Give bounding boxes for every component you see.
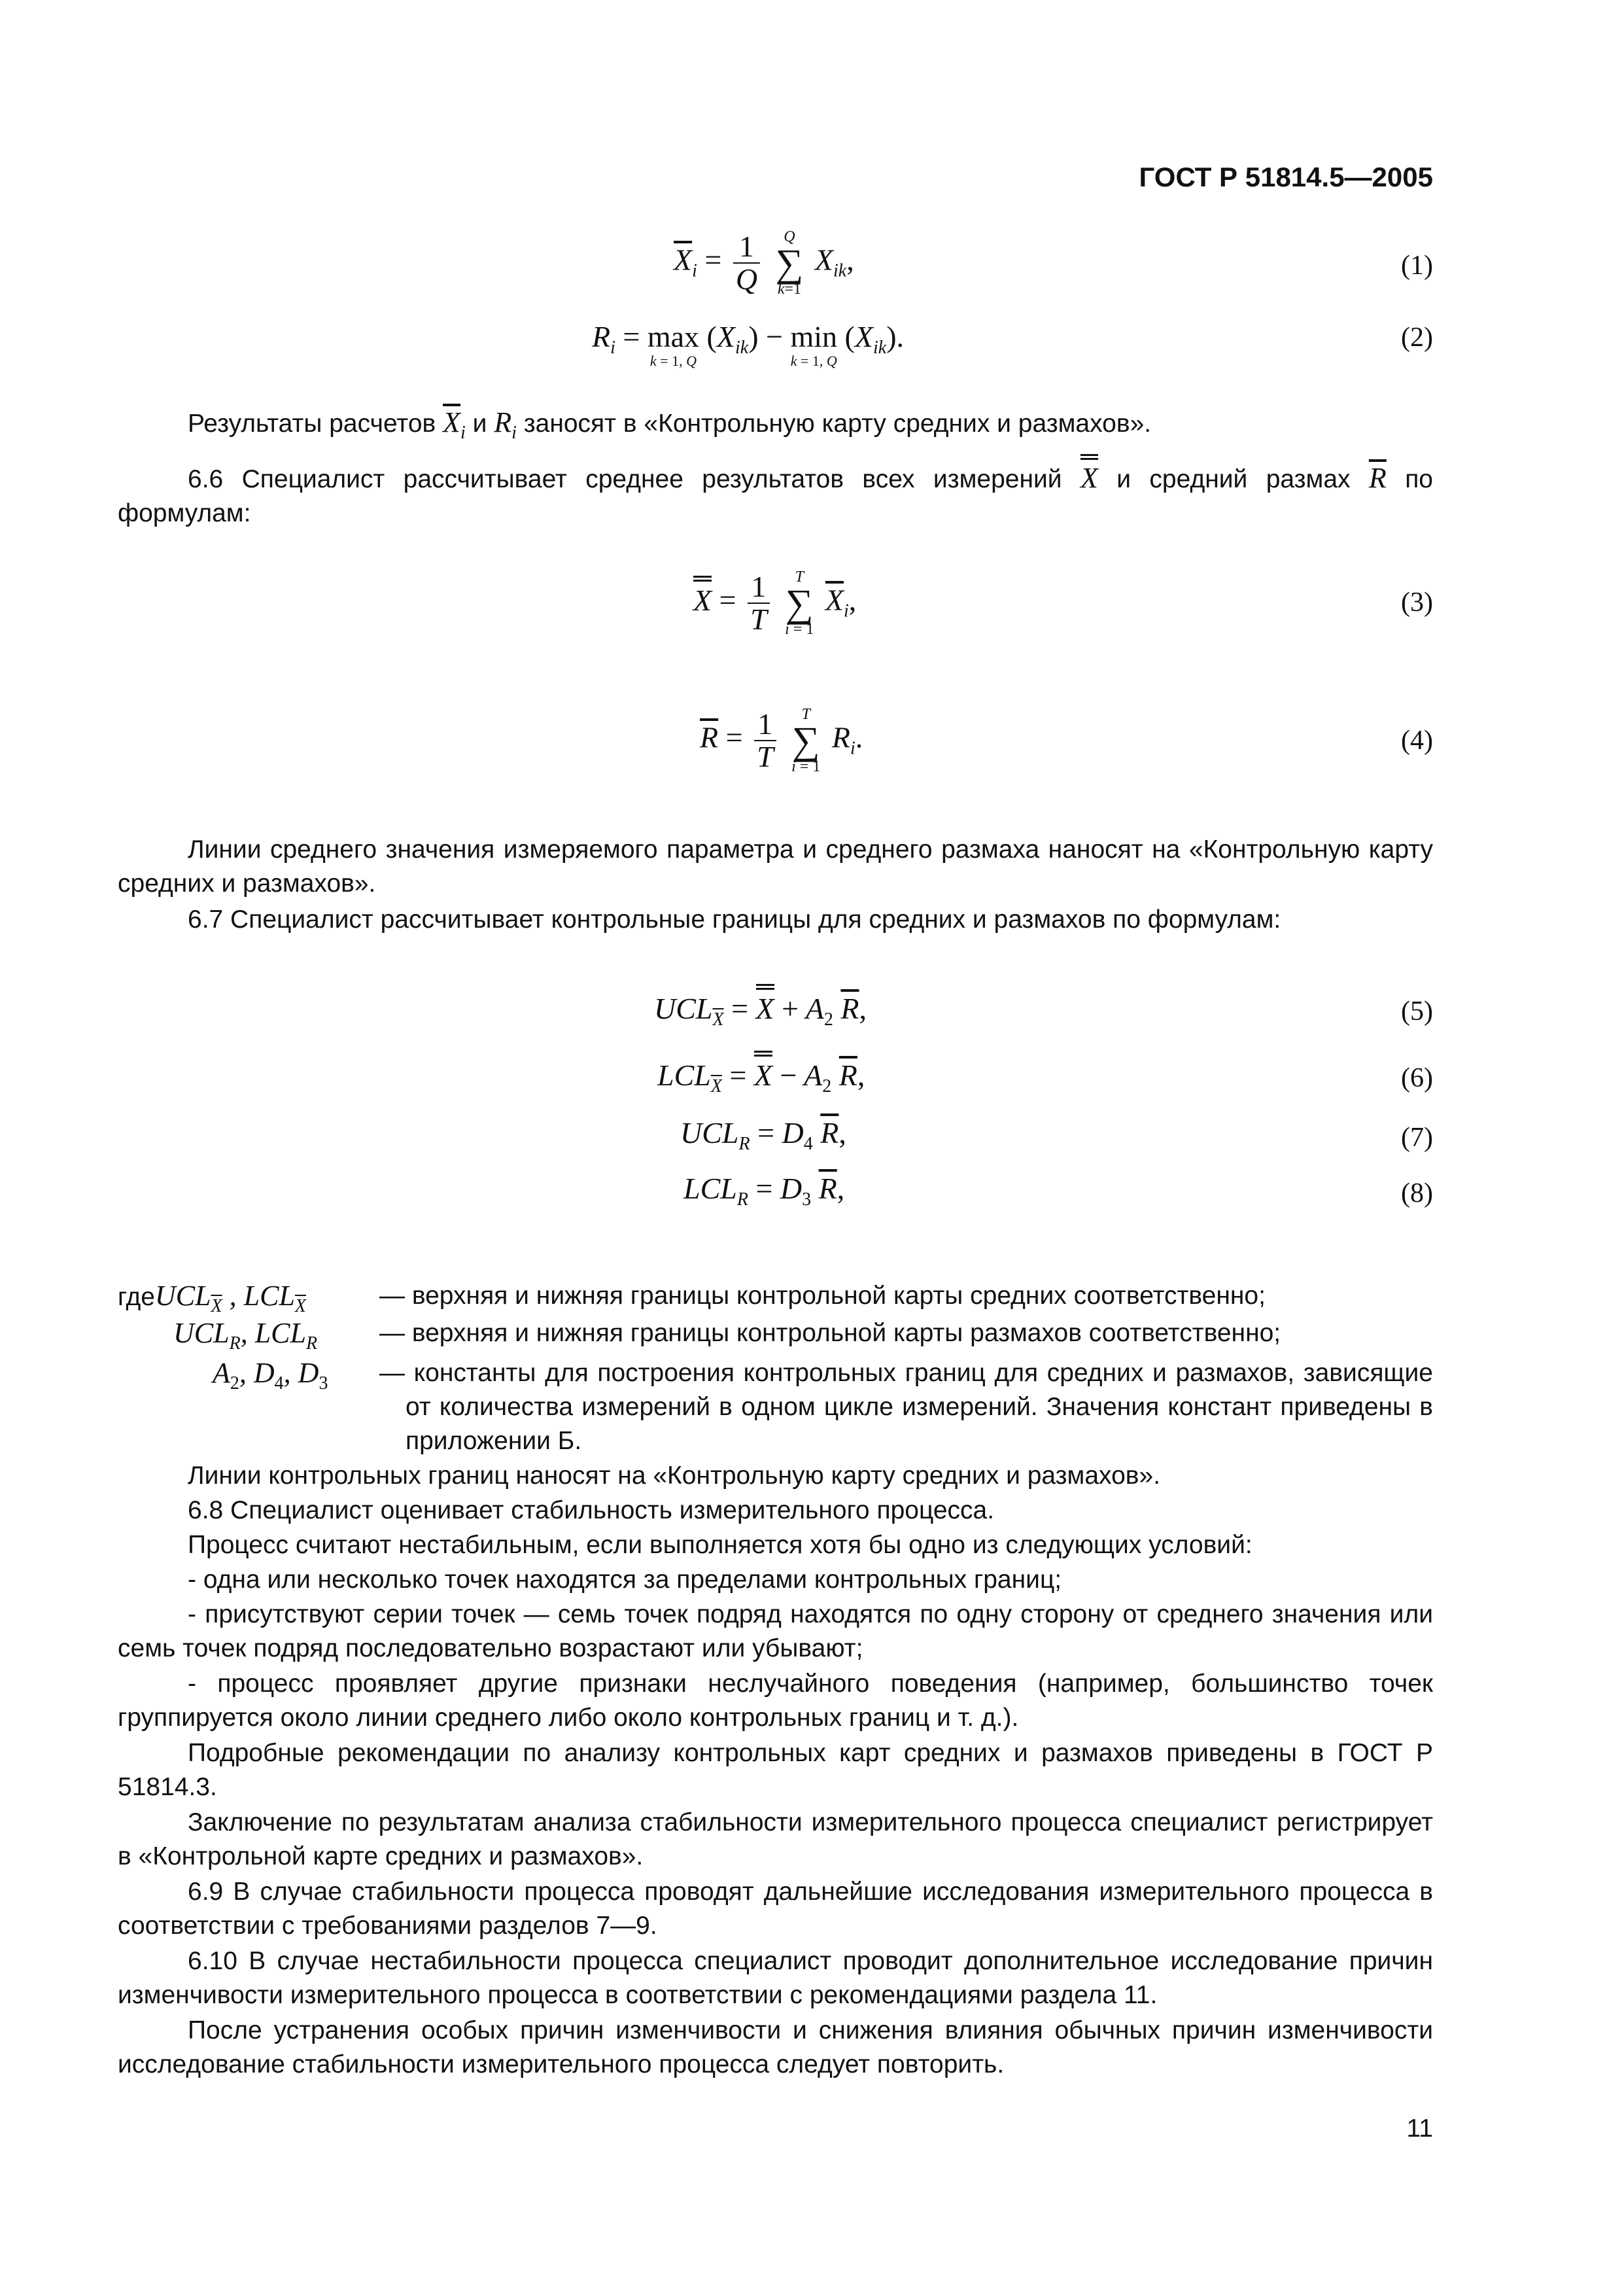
- conclusion-paragraph: Заключение по результатам анализа стабильности измерительного процесса специалист регистрирует в «Контрольной карте средних и размахов».: [118, 1808, 1433, 1870]
- paragraph-6-10: 6.10 В случае нестабильности процесса специалист проводит дополнительное исследование причин изменчивости измерительного процесса в соответствии с рекомендациями раздела 11.: [118, 1947, 1433, 2009]
- formula-5: $UCL_{\overline{X}} = X + A_2$ $\overline{R}$,: [654, 988, 867, 1030]
- paragraph-6-6: 6.6 Специалист рассчитывает среднее результатов всех измерений X и средний размах $\overline{R}$ по формулам:: [118, 458, 1433, 531]
- formula-6: $LCL_{\overline{X}} = X - A_2$ $\overline{R}$,: [657, 1055, 865, 1097]
- formula-3: X = $\frac{1}{T}$ T ∑ i = 1 $\overline{X}_i$,: [693, 569, 857, 638]
- definition-3: — константы для построения контрольных границ для средних и размахов, зависящие от количества измерений в одном цикле измерений. Значения констант приведены в приложении Б.: [379, 1359, 1433, 1455]
- formula-7: $UCL_R = D_4$ $\overline{R}$,: [680, 1116, 846, 1154]
- formula-5-number: (5): [1401, 996, 1433, 1026]
- repeat-study-paragraph: После устранения особых причин изменчивости и снижения влияния обычных причин изменчивости исследование стабильности измерительного процесса следует повторить.: [118, 2016, 1433, 2078]
- definition-2-symbols: $UCL_R$, $LCL_R$: [173, 1317, 318, 1354]
- formula-7-number: (7): [1401, 1123, 1433, 1153]
- page-number: 11: [1406, 2114, 1433, 2143]
- formula-4: $\overline{R}$ = $\frac{1}{T}$ T ∑ i = 1 $R_i$.: [700, 706, 863, 775]
- definition-2: — верхняя и нижняя границы контрольной карты размахов соответственно;: [379, 1319, 1281, 1347]
- paragraph-6-9: 6.9 В случае стабильности процесса проводят дальнейшие исследования измерительного процесса в соответствии с требованиями разделов 7—9.: [118, 1878, 1433, 1940]
- formula-6-number: (6): [1401, 1063, 1433, 1093]
- lines-paragraph: Линии среднего значения измеряемого параметра и среднего размаха наносят на «Контрольную карту средних и размахов».: [118, 835, 1433, 898]
- results-paragraph: Результаты расчетов $\overline{X}_i$ и $R_i$ заносят в «Контрольную карту средних и размахов».: [188, 406, 1152, 443]
- formula-3-number: (3): [1401, 587, 1433, 618]
- formula-2-number: (2): [1401, 323, 1433, 353]
- formula-1: $\overline{X}_i$ = $\frac{1}{Q}$ Q ∑ k=1 $X_{ik}$,: [674, 228, 854, 298]
- recommendations-paragraph: Подробные рекомендации по анализу контрольных карт средних и размахов приведены в ГОСТ Р 51814.3.: [118, 1739, 1433, 1801]
- definition-1: — верхняя и нижняя границы контрольной карты средних соответственно;: [379, 1282, 1266, 1310]
- condition-1: - одна или несколько точек находятся за пределами контрольных границ;: [188, 1566, 1062, 1594]
- paragraph-6-8: 6.8 Специалист оценивает стабильность измерительного процесса.: [188, 1496, 995, 1524]
- formula-1-number: (1): [1401, 251, 1433, 281]
- control-lines-paragraph: Линии контрольных границ наносят на «Контрольную карту средних и размахов».: [188, 1462, 1161, 1490]
- formula-2: $R_i$ = max k = 1, Q $(X_{ik})$ − min k = 1, Q $(X_{ik})$.: [592, 320, 905, 369]
- definition-where: гдеUCL$_{\overline{X}}$ , $LCL_{\overline{X}}$: [118, 1280, 307, 1316]
- formula-8: $LCL_R = D_3$ $\overline{R}$,: [683, 1172, 845, 1210]
- paragraph-6-7: 6.7 Специалист рассчитывает контрольные границы для средних и размахов по формулам:: [188, 905, 1281, 934]
- condition-3: - процесс проявляет другие признаки неслучайного поведения (например, большинство точек группируется около линии среднего либо около контрольных границ и т. д.).: [118, 1670, 1433, 1732]
- definition-3-symbols: $A_2$, $D_4$, $D_3$: [213, 1357, 328, 1393]
- formula-8-number: (8): [1401, 1178, 1433, 1208]
- condition-2: - присутствуют серии точек — семь точек подряд находятся по одну сторону от среднего значения или семь точек подряд последовательно возрастают или убывают;: [118, 1600, 1433, 1662]
- formula-4-number: (4): [1401, 726, 1433, 756]
- document-number: ГОСТ Р 51814.5—2005: [1139, 162, 1433, 192]
- unstable-conditions-paragraph: Процесс считают нестабильным, если выполняется хотя бы одно из следующих условий:: [188, 1531, 1253, 1559]
